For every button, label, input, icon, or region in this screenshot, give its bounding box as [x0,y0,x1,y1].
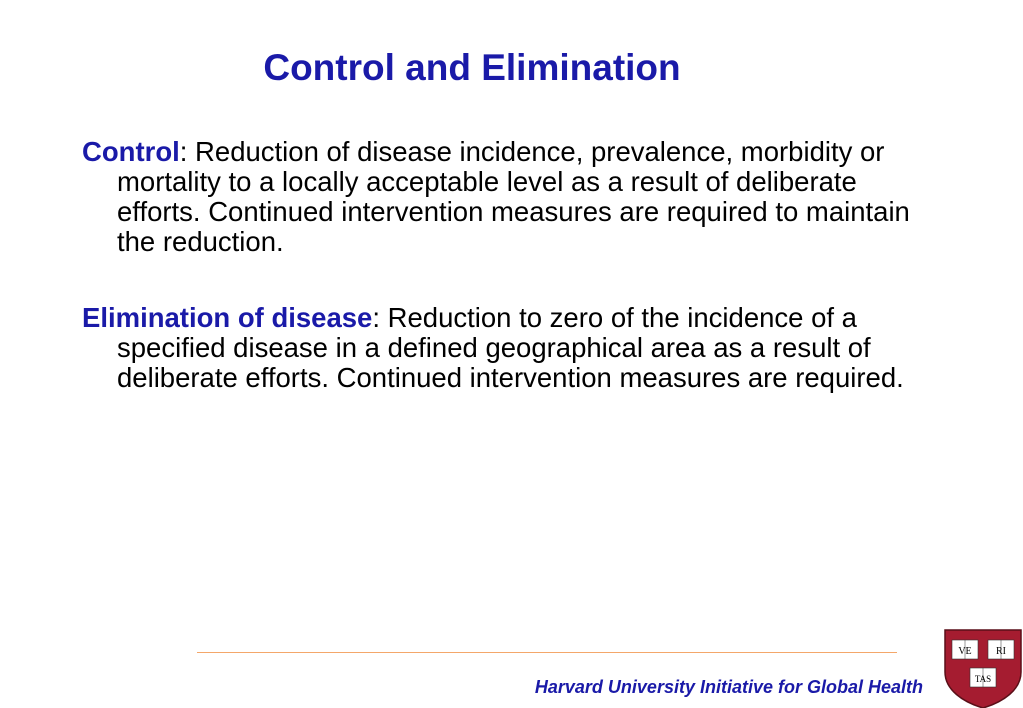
book-text-ve: VE [958,646,972,657]
term-separator: : [372,302,380,333]
definition-elimination: Reduction to zero of the incidence of a specified disease in a defined geographical area as a result of deliberate efforts. Continued intervention measures are required. [117,302,904,393]
footer-divider [197,652,897,653]
book-bottom [970,668,996,687]
book-right [988,640,1014,659]
paragraph-control [82,137,917,257]
harvard-veritas-shield-icon [943,628,1023,708]
book-text-tas: TAS [974,674,992,684]
term-separator: : [179,136,188,167]
slide-title: Control and Elimination [263,47,681,88]
term-control: Control [82,136,180,167]
footer-text: Harvard University Initiative for Global Health [534,677,923,697]
book-left [952,640,978,659]
book-text-ri: RI [996,646,1006,657]
paragraph-elimination [82,303,917,393]
definition-control: Reduction of disease incidence, prevalence, morbidity or mortality to a locally acceptable level as a result of deliberate efforts. Continued intervention measures are required to maintain the reduction. [117,136,910,257]
term-elimination: Elimination of disease [82,302,373,333]
